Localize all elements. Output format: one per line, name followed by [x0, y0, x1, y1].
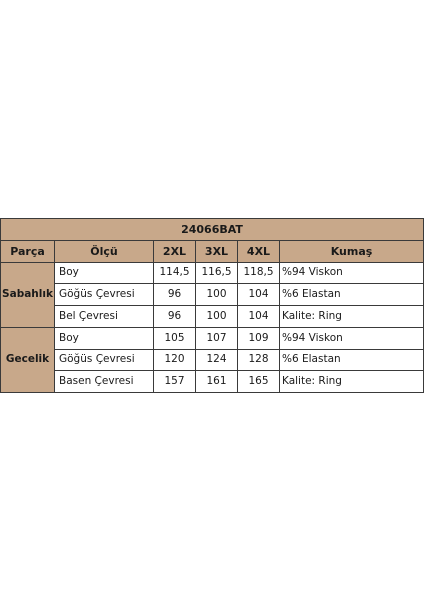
fabric-cell: %94 Viskon — [280, 327, 424, 349]
group-label: Sabahlık — [1, 262, 55, 327]
header-size-3xl: 3XL — [196, 240, 238, 262]
title-row — [1, 219, 424, 241]
header-size-4xl: 4XL — [238, 240, 280, 262]
size-3xl-cell: 107 — [196, 327, 238, 349]
size-4xl-cell: 118,5 — [238, 262, 280, 284]
size-4xl-cell: 104 — [238, 284, 280, 306]
measure-cell: Basen Çevresi — [55, 371, 154, 393]
size-2xl-cell: 114,5 — [154, 262, 196, 284]
table-row — [1, 371, 424, 393]
size-chart-table — [0, 218, 424, 393]
group-label: Gecelik — [1, 327, 55, 392]
header-row — [1, 240, 424, 262]
fabric-cell: %6 Elastan — [280, 284, 424, 306]
product-code: 24066BAT — [1, 219, 424, 241]
size-3xl-cell: 124 — [196, 349, 238, 371]
fabric-cell: Kalite: Ring — [280, 306, 424, 328]
measure-cell: Boy — [55, 262, 154, 284]
table-row — [1, 262, 424, 284]
table-row — [1, 349, 424, 371]
size-4xl-cell: 165 — [238, 371, 280, 393]
size-3xl-cell: 100 — [196, 284, 238, 306]
header-size-2xl: 2XL — [154, 240, 196, 262]
size-2xl-cell: 96 — [154, 306, 196, 328]
table-row — [1, 306, 424, 328]
fabric-cell: %94 Viskon — [280, 262, 424, 284]
size-2xl-cell: 105 — [154, 327, 196, 349]
size-4xl-cell: 109 — [238, 327, 280, 349]
size-2xl-cell: 96 — [154, 284, 196, 306]
header-part: Parça — [1, 240, 55, 262]
table-row — [1, 327, 424, 349]
header-measure: Ölçü — [55, 240, 154, 262]
size-4xl-cell: 104 — [238, 306, 280, 328]
size-3xl-cell: 116,5 — [196, 262, 238, 284]
fabric-cell: Kalite: Ring — [280, 371, 424, 393]
header-fabric: Kumaş — [280, 240, 424, 262]
measure-cell: Göğüs Çevresi — [55, 284, 154, 306]
table-row — [1, 284, 424, 306]
size-2xl-cell: 157 — [154, 371, 196, 393]
measure-cell: Boy — [55, 327, 154, 349]
size-2xl-cell: 120 — [154, 349, 196, 371]
fabric-cell: %6 Elastan — [280, 349, 424, 371]
size-3xl-cell: 100 — [196, 306, 238, 328]
measure-cell: Bel Çevresi — [55, 306, 154, 328]
measure-cell: Göğüs Çevresi — [55, 349, 154, 371]
size-3xl-cell: 161 — [196, 371, 238, 393]
size-4xl-cell: 128 — [238, 349, 280, 371]
